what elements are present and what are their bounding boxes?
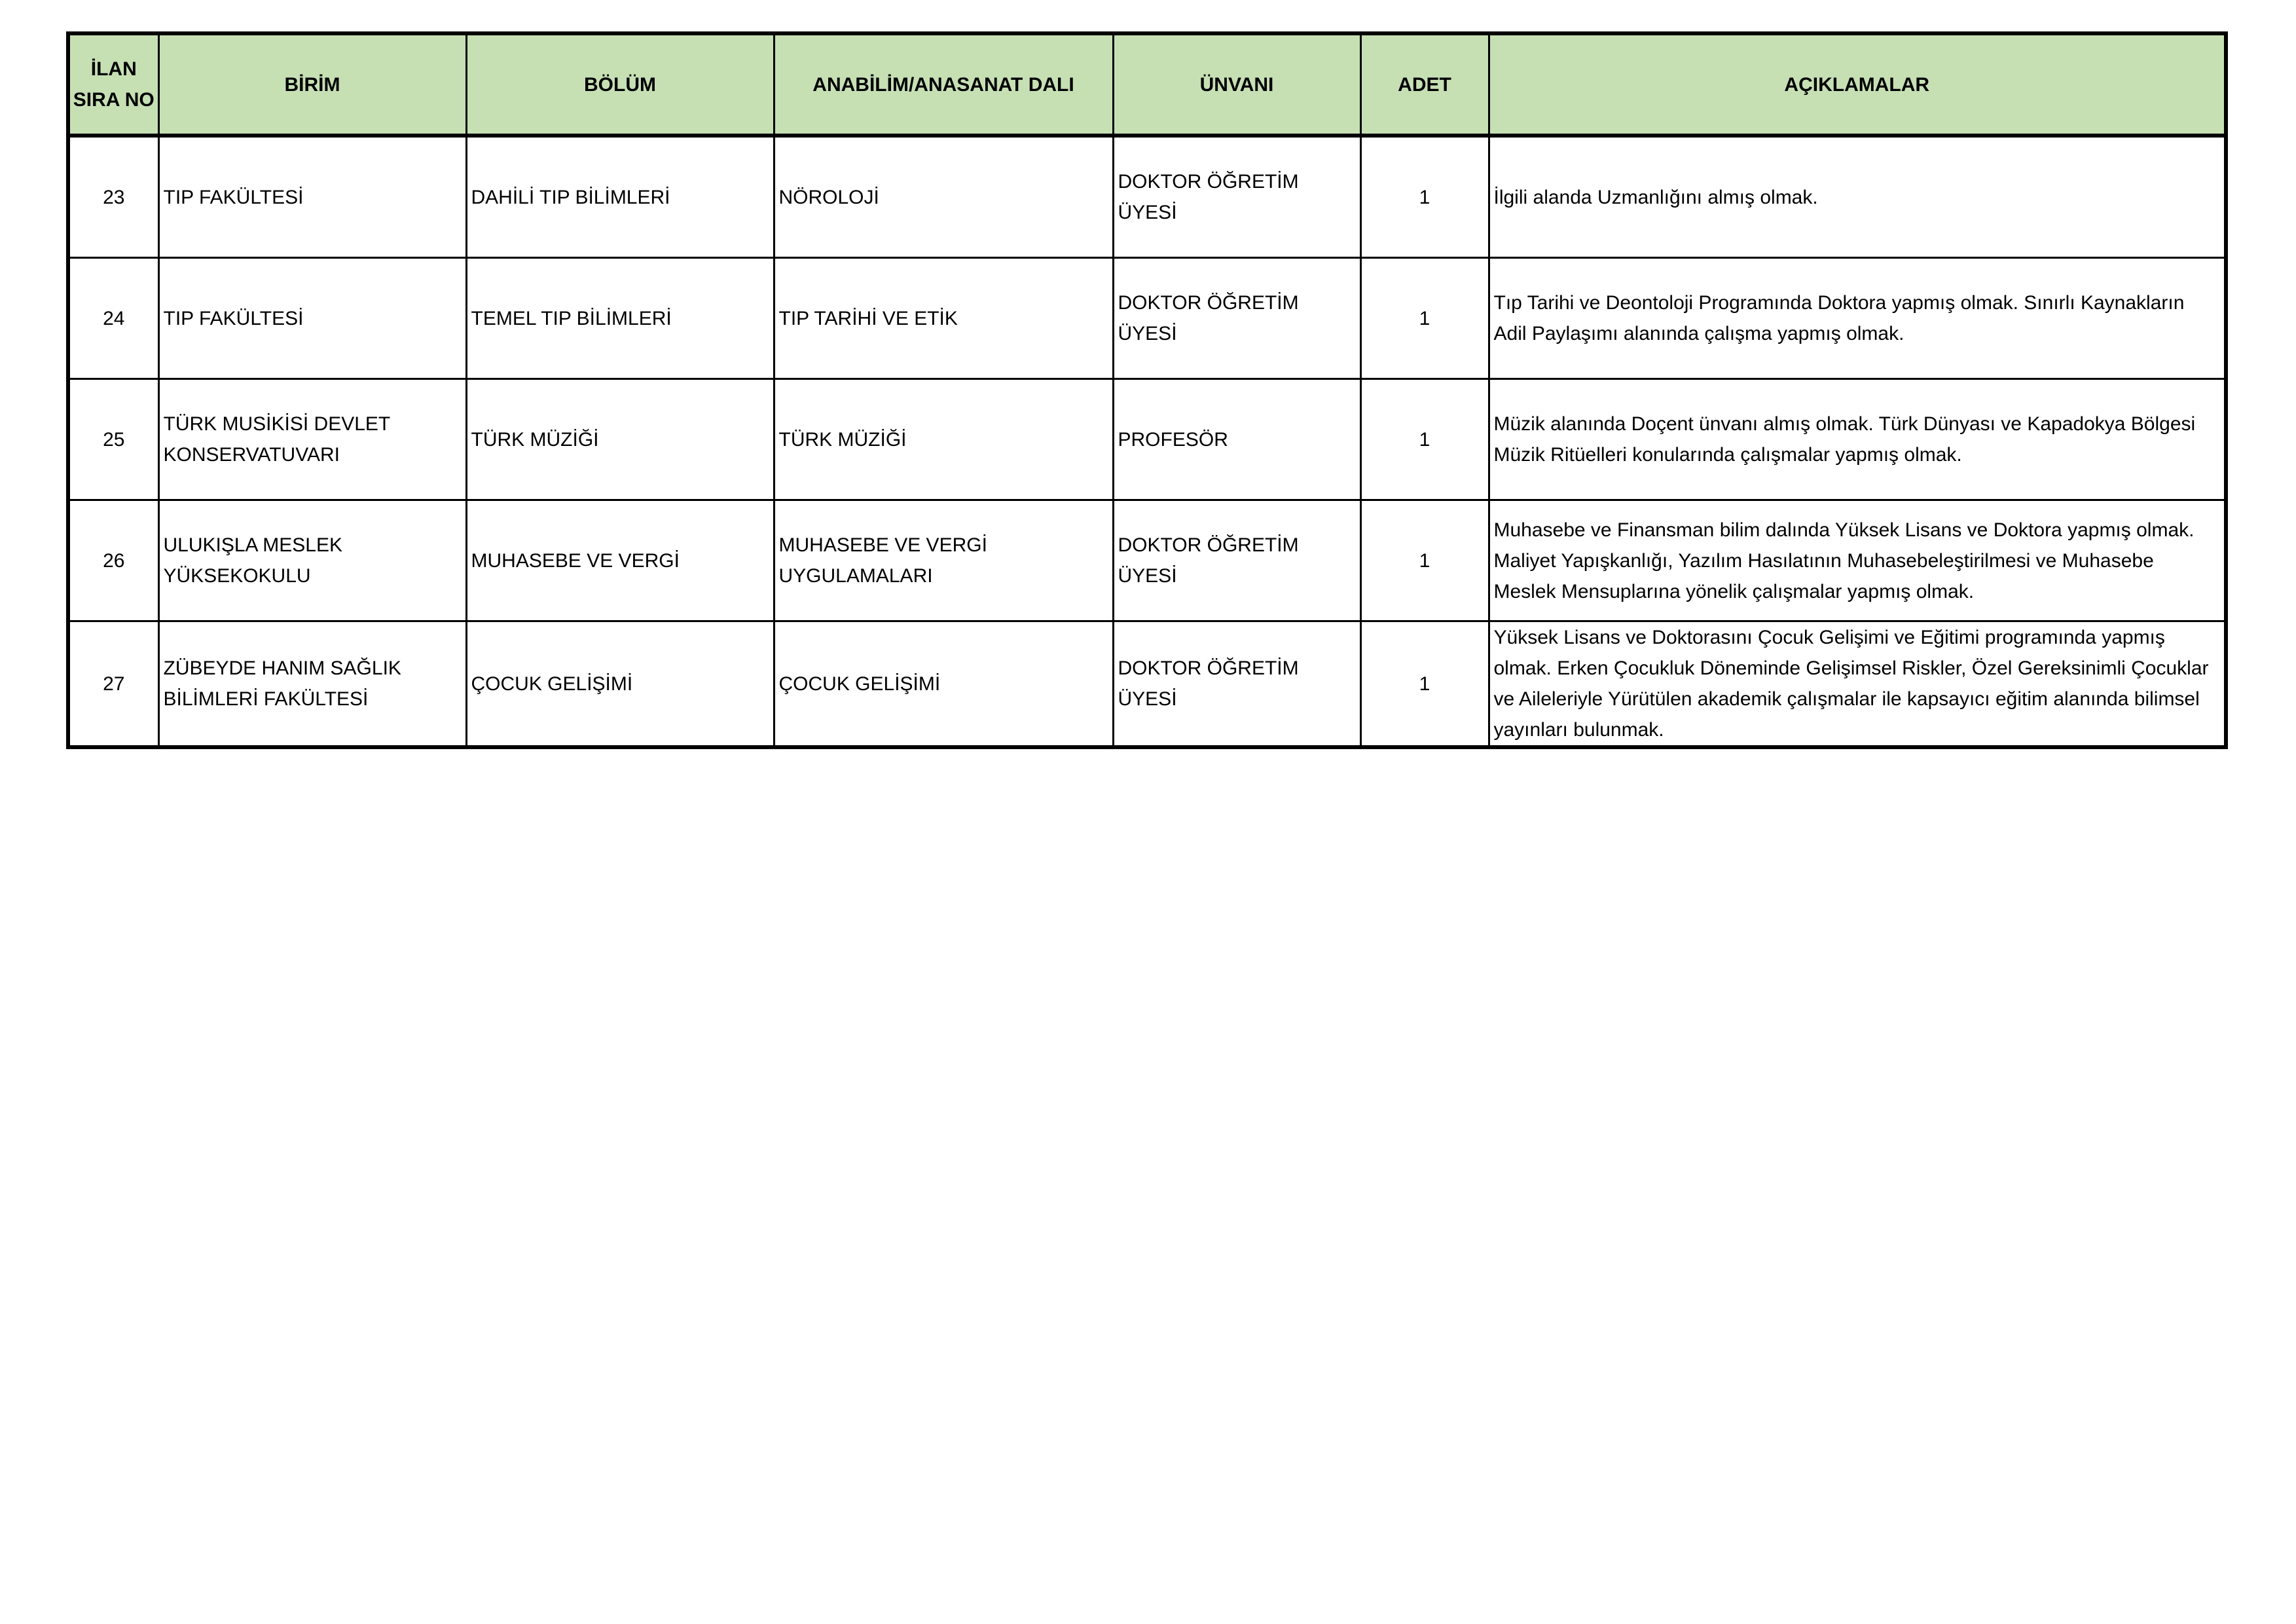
cell-anabilim-dali: TIP TARİHİ VE ETİK bbox=[774, 258, 1113, 379]
header-row bbox=[68, 33, 2226, 136]
cell-bolum: ÇOCUK GELİŞİMİ bbox=[466, 621, 774, 748]
cell-anabilim-dali: MUHASEBE VE VERGİ UYGULAMALARI bbox=[774, 500, 1113, 621]
cell-birim: ZÜBEYDE HANIM SAĞLIK BİLİMLERİ FAKÜLTESİ bbox=[158, 621, 466, 748]
cell-sira-no: 24 bbox=[68, 258, 158, 379]
header-birim: BİRİM bbox=[158, 33, 466, 136]
table-row bbox=[68, 136, 2226, 258]
cell-birim: ULUKIŞLA MESLEK YÜKSEKOKULU bbox=[158, 500, 466, 621]
cell-adet: 1 bbox=[1360, 621, 1489, 748]
table-row bbox=[68, 500, 2226, 621]
cell-birim: TIP FAKÜLTESİ bbox=[158, 136, 466, 258]
header-sira-no bbox=[68, 33, 158, 136]
cell-aciklama: İlgili alanda Uzmanlığını almış olmak. bbox=[1489, 136, 2226, 258]
header-sira-no-line1: İLAN bbox=[90, 58, 137, 80]
cell-adet: 1 bbox=[1360, 500, 1489, 621]
announcement-table bbox=[66, 31, 2228, 749]
table-row bbox=[68, 621, 2226, 748]
cell-birim: TÜRK MUSİKİSİ DEVLET KONSERVATUVARI bbox=[158, 379, 466, 500]
cell-sira-no: 23 bbox=[68, 136, 158, 258]
cell-sira-no: 25 bbox=[68, 379, 158, 500]
cell-aciklama: Yüksek Lisans ve Doktorasını Çocuk Gelişimi ve Eğitimi programında yapmış olmak. Erken Çocukluk Döneminde Gelişimsel Riskler, Özel Gereksinimli Çocuklar ve Aileleriyle Yürütülen akademik çalışmalar ile kapsayıcı eğitim alanında bilimsel yayınları bulunmak. bbox=[1489, 621, 2226, 748]
cell-unvan: PROFESÖR bbox=[1113, 379, 1360, 500]
cell-unvan: DOKTOR ÖĞRETİM ÜYESİ bbox=[1113, 136, 1360, 258]
header-sira-no-line2: SIRA NO bbox=[73, 89, 155, 111]
cell-aciklama: Muhasebe ve Finansman bilim dalında Yüksek Lisans ve Doktora yapmış olmak. Maliyet Yapışkanlığı, Yazılım Hasılatının Muhasebeleştirilmesi ve Muhasebe Meslek Mensuplarına yönelik çalışmalar yapmış olmak. bbox=[1489, 500, 2226, 621]
cell-bolum: TEMEL TIP BİLİMLERİ bbox=[466, 258, 774, 379]
cell-adet: 1 bbox=[1360, 136, 1489, 258]
cell-sira-no: 26 bbox=[68, 500, 158, 621]
cell-bolum: MUHASEBE VE VERGİ bbox=[466, 500, 774, 621]
header-aciklamalar: AÇIKLAMALAR bbox=[1489, 33, 2226, 136]
header-adet: ADET bbox=[1360, 33, 1489, 136]
header-anabilim-dali: ANABİLİM/ANASANAT DALI bbox=[774, 33, 1113, 136]
cell-unvan: DOKTOR ÖĞRETİM ÜYESİ bbox=[1113, 500, 1360, 621]
cell-aciklama: Müzik alanında Doçent ünvanı almış olmak. Türk Dünyası ve Kapadokya Bölgesi Müzik Ritüelleri konularında çalışmalar yapmış olmak. bbox=[1489, 379, 2226, 500]
table-row bbox=[68, 379, 2226, 500]
cell-unvan: DOKTOR ÖĞRETİM ÜYESİ bbox=[1113, 621, 1360, 748]
cell-anabilim-dali: ÇOCUK GELİŞİMİ bbox=[774, 621, 1113, 748]
table-header bbox=[68, 33, 2226, 136]
cell-bolum: DAHİLİ TIP BİLİMLERİ bbox=[466, 136, 774, 258]
cell-aciklama: Tıp Tarihi ve Deontoloji Programında Doktora yapmış olmak. Sınırlı Kaynakların Adil Paylaşımı alanında çalışma yapmış olmak. bbox=[1489, 258, 2226, 379]
announcement-table-container bbox=[66, 31, 2228, 749]
cell-birim: TIP FAKÜLTESİ bbox=[158, 258, 466, 379]
cell-adet: 1 bbox=[1360, 258, 1489, 379]
cell-unvan: DOKTOR ÖĞRETİM ÜYESİ bbox=[1113, 258, 1360, 379]
table-row bbox=[68, 258, 2226, 379]
cell-sira-no: 27 bbox=[68, 621, 158, 748]
cell-anabilim-dali: NÖROLOJİ bbox=[774, 136, 1113, 258]
table-body bbox=[68, 136, 2226, 747]
header-bolum: BÖLÜM bbox=[466, 33, 774, 136]
cell-adet: 1 bbox=[1360, 379, 1489, 500]
cell-bolum: TÜRK MÜZİĞİ bbox=[466, 379, 774, 500]
header-unvan: ÜNVANI bbox=[1113, 33, 1360, 136]
cell-anabilim-dali: TÜRK MÜZİĞİ bbox=[774, 379, 1113, 500]
